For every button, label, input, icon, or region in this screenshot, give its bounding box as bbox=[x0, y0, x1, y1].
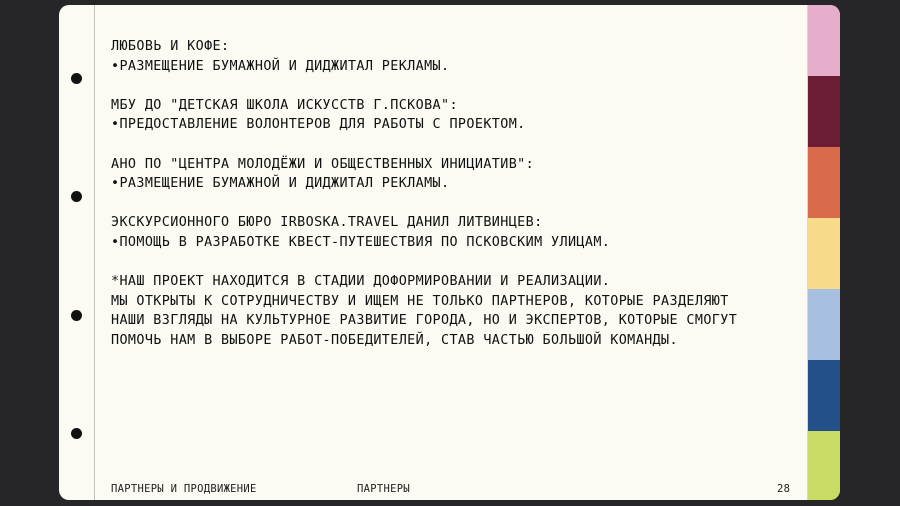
partner-contribution: •РАЗМЕЩЕНИЕ БУМАЖНОЙ И ДИДЖИТАЛ РЕКЛАМЫ. bbox=[111, 58, 450, 74]
footer-subsection: ПАРТНЕРЫ bbox=[357, 483, 410, 495]
margin-line bbox=[94, 5, 95, 500]
section-tab[interactable] bbox=[808, 289, 840, 360]
project-note bbox=[111, 272, 801, 350]
binder-hole-icon bbox=[71, 310, 82, 321]
partners-content bbox=[111, 37, 801, 370]
binder-hole-icon bbox=[71, 191, 82, 202]
binder-hole-icon bbox=[71, 428, 82, 439]
note-line: ПОМОЧЬ НАМ В ВЫБОРЕ РАБОТ-ПОБЕДИТЕЛЕЙ, СТАВ ЧАСТЬЮ БОЛЬШОЙ КОМАНДЫ. bbox=[111, 332, 678, 348]
partner-block bbox=[111, 213, 801, 252]
partner-contribution: •ПОМОЩЬ В РАЗРАБОТКЕ КВЕСТ-ПУТЕШЕСТВИЯ ПО ПСКОВСКИМ УЛИЦАМ. bbox=[111, 234, 611, 250]
section-tab[interactable] bbox=[808, 147, 840, 218]
partner-title: ЛЮБОВЬ И КОФЕ: bbox=[111, 39, 230, 54]
binder-hole-icon bbox=[71, 73, 82, 84]
partner-contribution: •РАЗМЕЩЕНИЕ БУМАЖНОЙ И ДИДЖИТАЛ РЕКЛАМЫ. bbox=[111, 176, 450, 192]
note-line: МЫ ОТКРЫТЫ К СОТРУДНИЧЕСТВУ И ИЩЕМ НЕ ТОЛЬКО ПАРТНЕРОВ, КОТОРЫЕ РАЗДЕЛЯЮТ bbox=[111, 293, 729, 309]
partner-block bbox=[111, 37, 801, 76]
partner-block bbox=[111, 96, 801, 135]
section-tab[interactable] bbox=[808, 431, 840, 500]
partner-contribution: •ПРЕДОСТАВЛЕНИЕ ВОЛОНТЕРОВ ДЛЯ РАБОТЫ С ПРОЕКТОМ. bbox=[111, 117, 526, 133]
footer-section: ПАРТНЕРЫ И ПРОДВИЖЕНИЕ bbox=[111, 483, 257, 495]
notebook-page bbox=[59, 5, 840, 500]
section-tab[interactable] bbox=[808, 76, 840, 147]
section-tab[interactable] bbox=[808, 5, 840, 76]
note-line: *НАШ ПРОЕКТ НАХОДИТСЯ В СТАДИИ ДОФОРМИРОВАНИИ И РЕАЛИЗАЦИИ. bbox=[111, 274, 611, 290]
section-tabs bbox=[807, 5, 840, 500]
section-tab[interactable] bbox=[808, 360, 840, 431]
partner-block bbox=[111, 155, 801, 194]
note-line: НАШИ ВЗГЛЯДЫ НА КУЛЬТУРНОЕ РАЗВИТИЕ ГОРОДА, НО И ЭКСПЕРТОВ, КОТОРЫЕ СМОГУТ bbox=[111, 313, 738, 329]
page-number: 28 bbox=[777, 483, 791, 495]
partner-title: МБУ ДО "ДЕТСКАЯ ШКОЛА ИСКУССТВ Г.ПСКОВА": bbox=[111, 97, 458, 113]
partner-title: АНО ПО "ЦЕНТРА МОЛОДЁЖИ И ОБЩЕСТВЕННЫХ ИНИЦИАТИВ": bbox=[111, 156, 535, 172]
section-tab[interactable] bbox=[808, 218, 840, 289]
partner-title: ЭКСКУРСИОННОГО БЮРО IRBOSKA.TRAVEL ДАНИЛ ЛИТВИНЦЕВ: bbox=[111, 215, 543, 231]
